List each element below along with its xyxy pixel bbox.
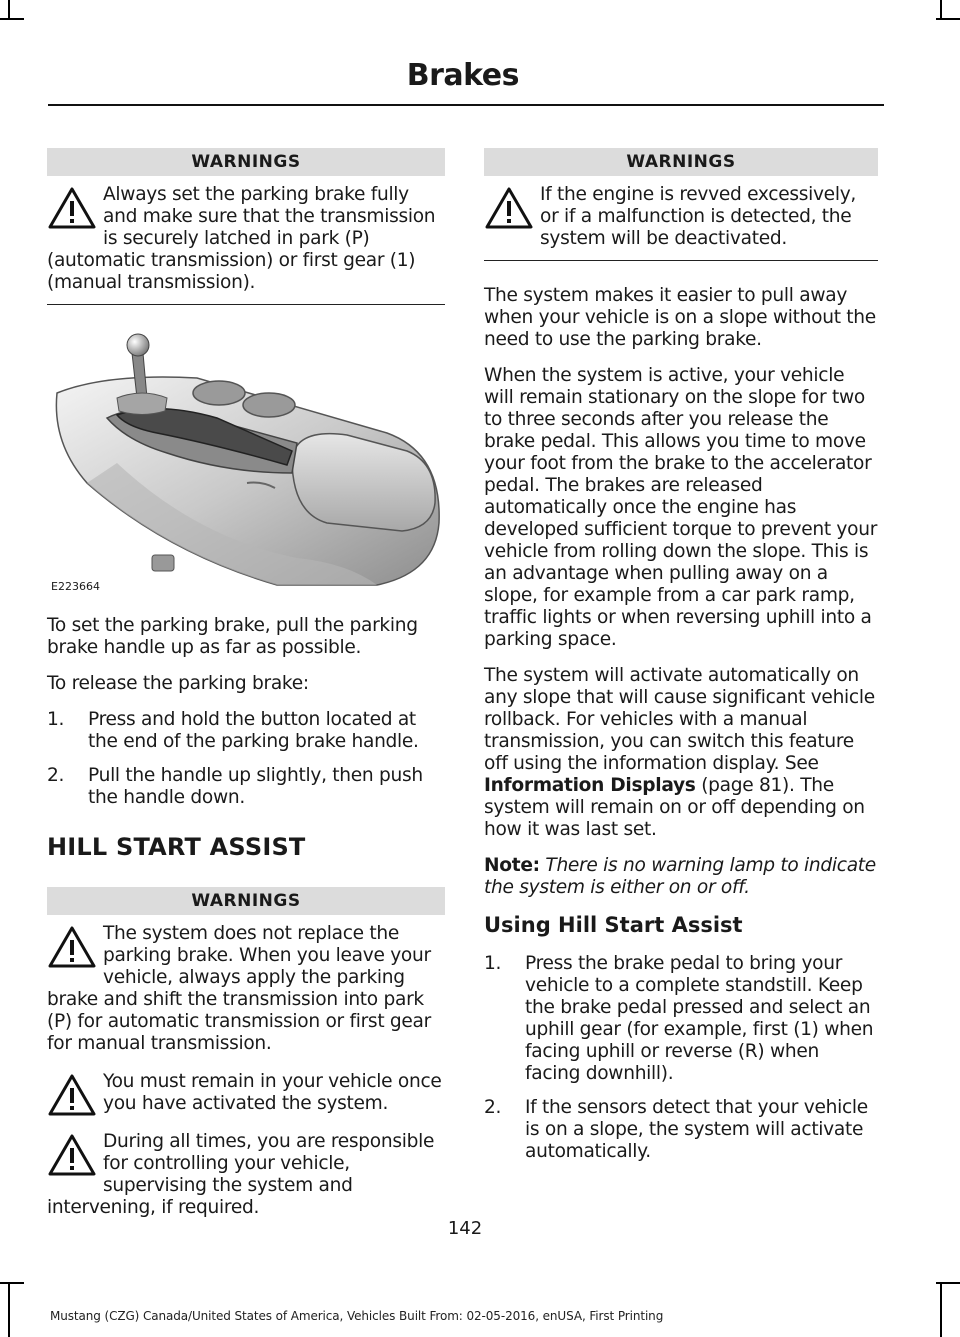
- section-heading: HILL START ASSIST: [47, 833, 306, 861]
- steps-list: [484, 953, 878, 1163]
- warnings-box: [484, 148, 878, 261]
- footer-text: Mustang (CZG) Canada/United States of America, Vehicles Built From: 02-05-2016, enUSA, First Printing: [50, 1309, 664, 1323]
- warning-item: [47, 1071, 445, 1115]
- cross-reference-link[interactable]: Information Displays: [484, 775, 696, 796]
- crop-mark: [8, 0, 10, 20]
- warnings-divider: [47, 304, 445, 305]
- parking-brake-figure: [47, 323, 445, 595]
- note-label: Note:: [484, 855, 540, 876]
- right-column: [484, 148, 878, 1177]
- crop-mark: [8, 1282, 10, 1337]
- paragraph-text: (page 81). The system will remain on or off depending on how it was last set.: [484, 775, 865, 840]
- note-text: There is no warning lamp to indicate the system is either on or off.: [484, 855, 876, 898]
- paragraph: To set the parking brake, pull the parking brake handle up as far as possible.: [47, 615, 418, 658]
- warning-text: If the engine is revved excessively, or if a malfunction is detected, the system will be deactivated.: [540, 184, 857, 249]
- warning-item: [47, 184, 445, 294]
- warnings-heading: WARNINGS: [47, 148, 445, 176]
- paragraph-text: The system will activate automatically on any slope that will cause significant vehicle rollback. For vehicles with a manual transmission, you can switch this feature off using the information display. See: [484, 665, 875, 774]
- crop-mark: [0, 18, 24, 20]
- warning-text: Always set the parking brake fully and make sure that the transmission is securely latched in park (P) (automatic transmission) or first gear (1) (manual transmission).: [47, 184, 436, 293]
- warning-triangle-icon: [47, 925, 97, 969]
- crop-mark: [936, 18, 960, 20]
- warning-item: [47, 923, 445, 1055]
- crop-mark: [0, 1282, 24, 1284]
- warning-item: [484, 184, 878, 250]
- list-item: [484, 1097, 878, 1163]
- list-text: Press and hold the button located at the end of the parking brake handle.: [88, 709, 419, 752]
- warnings-divider: [484, 260, 878, 261]
- warnings-heading: WARNINGS: [484, 148, 878, 176]
- page-number: 142: [447, 1218, 483, 1239]
- warning-text: The system does not replace the parking brake. When you leave your vehicle, always apply the parking brake and shift the transmission into park (P) for automatic transmission or first gear for manual transmission.: [47, 923, 431, 1054]
- release-steps-list: [47, 709, 445, 809]
- figure-id: E223664: [51, 580, 100, 593]
- paragraph: To release the parking brake:: [47, 673, 309, 694]
- list-text: If the sensors detect that your vehicle is on a slope, the system will activate automatically.: [525, 1097, 868, 1162]
- note: [484, 855, 878, 899]
- list-text: Press the brake pedal to bring your vehicle to a complete standstill. Keep the brake pedal pressed and select an uphill gear (for example, first (1) when facing uphill or reverse (R) when facing downhill).: [525, 953, 874, 1084]
- page-title: Brakes: [406, 58, 519, 93]
- paragraph: The system makes it easier to pull away when your vehicle is on a slope without the need to use the parking brake.: [484, 285, 876, 350]
- list-item: [484, 953, 878, 1085]
- warnings-box: [47, 148, 445, 305]
- list-text: Pull the handle up slightly, then push the handle down.: [88, 765, 423, 808]
- warning-triangle-icon: [47, 1073, 97, 1117]
- warning-item: [47, 1131, 445, 1219]
- paragraph: When the system is active, your vehicle will remain stationary on the slope for two to three seconds after you release the brake pedal. This allows you time to move your foot from the brake to the accelerator pedal. The brakes are released automatically once the engine has developed sufficient torque to prevent your vehicle from rolling down the slope. This is an advantage when pulling away on a slope, for example from a car park ramp, traffic lights or when reversing uphill into a parking space.: [484, 365, 878, 650]
- list-number: 1.: [47, 709, 65, 730]
- warning-text: You must remain in your vehicle once you have activated the system.: [103, 1071, 442, 1114]
- warning-triangle-icon: [47, 186, 97, 230]
- header-rule: [48, 104, 884, 106]
- paragraph: [484, 665, 878, 841]
- subsection-heading: Using Hill Start Assist: [484, 913, 743, 937]
- warnings-box: [47, 887, 445, 1219]
- list-number: 1.: [484, 953, 502, 974]
- crop-mark: [940, 0, 942, 20]
- warnings-heading: WARNINGS: [47, 887, 445, 915]
- center-console-illustration: [47, 323, 445, 595]
- list-item: [47, 765, 445, 809]
- left-column: [47, 148, 445, 1219]
- list-number: 2.: [484, 1097, 502, 1118]
- warning-triangle-icon: [484, 186, 534, 230]
- list-number: 2.: [47, 765, 65, 786]
- warning-text: During all times, you are responsible for controlling your vehicle, supervising the system and intervening, if required.: [47, 1131, 435, 1218]
- crop-mark: [936, 1282, 960, 1284]
- warning-triangle-icon: [47, 1133, 97, 1177]
- list-item: [47, 709, 445, 753]
- crop-mark: [940, 1282, 942, 1337]
